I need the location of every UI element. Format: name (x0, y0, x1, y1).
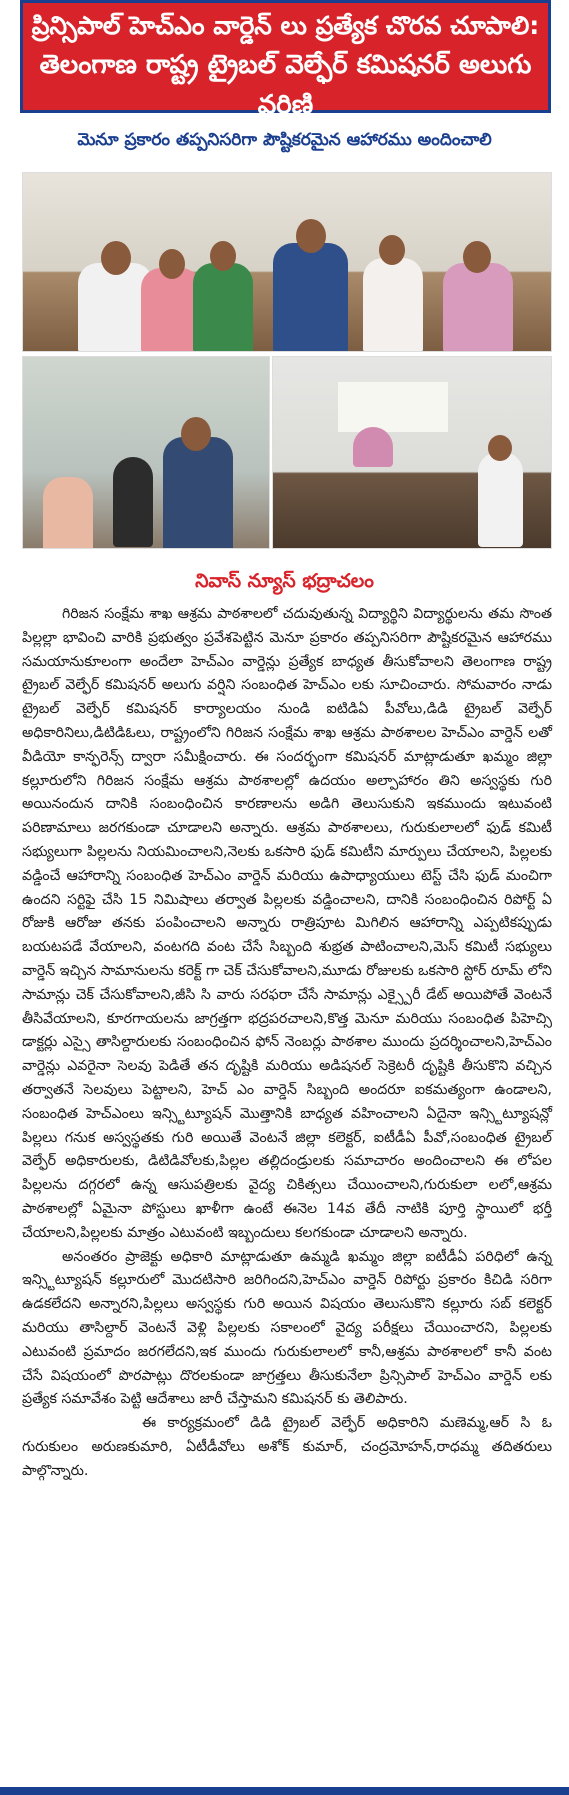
meeting-photo-main (22, 172, 552, 352)
headline-banner (20, 0, 551, 120)
video-conference-photo-left (22, 356, 270, 549)
article-body (22, 603, 552, 1483)
headline-line-1: ప్రిన్సిపాల్ హెచ్ఎం వార్డెన్ లు ప్రత్యేక చొరవ చూపాలి: (31, 11, 540, 40)
video-conference-photo-right (272, 356, 552, 549)
byline: నివాస్ న్యూస్ భద్రాచలం (195, 570, 374, 592)
subheadline: మెనూ ప్రకారం తప్పనిసరిగా పౌష్టికరమైన ఆహారము అందించాలి (77, 130, 492, 150)
paragraph-1: గిరిజన సంక్షేమ శాఖ ఆశ్రమ పాఠశాలలో చదువుతున్న విద్యార్థిని విద్యార్థులను తమ సొంత పిల్లల్లా భావించి వారికి ప్రభుత్వం ప్రవేశపెట్టిన మెనూ ప్రకారం తప్పనిసరిగా పౌష్టికరమైన ఆహారము సమయానుకూలంగా అందేలా హెచ్ఎం వార్డెన్లు ప్రత్యేక బాధ్యత తీసుకోవాలని తెలంగాణ రాష్ట్ర ట్రైబల్ వెల్ఫేర్ కమిషనర్ అలుగు వర్షిని సంబంధిత హెచ్ఎం లకు సూచించారు. సోమవారం నాడు ట్రైబల్ వెల్ఫేర్ కమిషనర్ కార్యాలయం నుండి ఐటిడిఏ పీవోలు,డిడి ట్రైబల్ వెల్ఫేర్ అధికారినిలు,డిటిడిఓలు, రాష్ట్రంలోని గిరిజన సంక్షేమ శాఖ ఆశ్రమ పాఠశాలల హెచ్ఎం వార్డెన్ లతో వీడియో కాన్ఫరెన్స్ ద్వారా సమీక్షించారు. ఈ సందర్భంగా కమిషనర్ మాట్లాడుతూ ఖమ్మం జిల్లా కల్లూరులోని గిరిజన సంక్షేమ ఆశ్రమ పాఠశాలల్లో ఉదయం అల్పాహారం తిని అస్వస్థకు గురి అయినందున దానికి సంబంధించిన కారణాలను అడిగి తెలుసుకుని ఇకముందు ఇటువంటి పరిణామాలు జరగకుండా చూడాలని అన్నారు. ఆశ్రమ పాఠశాలలు, గురుకులాలలో ఫుడ్ కమిటీ సభ్యులుగా పిల్లలను నియమించాలని,నెలకు ఒకసారి ఫుడ్ కమిటీని మార్పులు చేయాలని, పిల్లలకు వడ్డించే ఆహారాన్ని సంబంధిత హెచ్ఎం వార్డెన్ మరియు ఉపాధ్యాయులు టెస్ట్ చేసి ఫుడ్ మంచిగా ఉందని సర్టిఫై చేసి 15 నిమిషాలు తర్వాత పిల్లలకు వడ్డించాలని, దానికి సంబంధించిన రిపోర్ట్ ఏ రోజుకి ఆరోజు తనకు పంపించాలని అన్నారు రాత్రిపూట మిగిలిన ఆహారాన్ని ఎప్పటికప్పుడు బయటపడే వేయాలని, వంటగది వంట చేసే సిబ్బంది శుభ్రత పాటించాలని,మెస్ కమిటీ సభ్యులు వార్డెన్ ఇచ్చిన సామానులను కరెక్ట్ గా చెక్ చేసుకోవాలని,మూడు రోజులకు ఒకసారి స్టోర్ రూమ్ లోని సామాన్లు చెక్ చేసుకోవాలని,జీసి సి వారు సరఫరా చేసే సామాన్లు ఎక్స్పైరీ డేట్ అయిపోతే వెంటనే తీసివేయాలని, కూరగాయలను జాగ్రత్తగా భద్రపరచాలని,కొత్త మెనూ మరియు సంబంధిత పిహెచ్సి డాక్టర్లు ఎస్సై తాసిల్దారులకు సంబంధించిన ఫోన్ నెంబర్లు పాఠశాల ముందు ప్రదర్శించాలని,హెచ్ఎం వార్డెన్లు ఎవరైనా సెలవు పెడితే తన దృష్టికి మరియు అడిషనల్ సెక్రెటరీ దృష్టికి తీసుకొని వచ్చిన తర్వాతనే సెలవులు పెట్టాలని, హెచ్ ఎం వార్డెన్ సిబ్బంది అందరూ ఐకమత్యంగా ఉండాలని, సంబంధిత హెచ్ఎంలు ఇన్స్టిట్యూషన్ మొత్తానికి బాధ్యత వహించాలని ఏదైనా ఇన్స్టిట్యూషన్లో పిల్లలు గనుక అస్వస్థతకు గురి అయితే వెంటనే జిల్లా కలెక్టర్, ఐటీడీఏ పీవో,సంబంధిత ట్రైబల్ వెల్ఫేర్ అధికారులకు, డిటిడివోలకు,పిల్లల తల్లిదండ్రులకు సమాచారం అందించాలని ఈ లోపల పిల్లలను దగ్గరలో ఉన్న ఆసుపత్రిలకు వైద్య చికిత్సలు చేయించాలని,గురుకులా లలో,ఆశ్రమ పాఠశాలల్లో ఏమైనా పోస్టులు ఖాళీగా ఉంటే ఈనెల 14వ తేదీ నాటికి పూర్తి స్థాయిలో భర్తీ చేయాలని,పిల్లలకు మాత్రం ఎటువంటి ఇబ్బందులు కలగకుండా చూడాలని అన్నారు. (22, 606, 552, 1241)
paragraph-2: అనంతరం ప్రాజెక్టు అధికారి మాట్లాడుతూ ఉమ్మడి ఖమ్మం జిల్లా ఐటీడీఏ పరిధిలో ఉన్న ఇన్స్టిట్యూషన్ కల్లూరులో మొదటిసారి జరిగిందని,హెచ్ఎం వార్డెన్ రిపోర్టు ప్రకారం కిచిడి సరిగా ఉడకలేదని అన్నారని,పిల్లలు అస్వస్థకు గురి అయిన విషయం తెలుసుకొని కల్లూరు సబ్ కలెక్టర్ మరియు తాసిల్దార్ వెంటనే వెళ్లి పిల్లలకు సకాలంలో వైద్య పరీక్షలు చేయించారని, పిల్లలకు ఎటువంటి ప్రమాదం జరగలేదని,ఇక ముందు గురుకులాలలో కానీ,ఆశ్రమ పాఠశాలలో కానీ వంట చేసే విషయంలో పొరపాట్లు దొరలకుండా జాగ్రత్తలు తీసుకునేలా ప్రిన్సిపాల్ హెచ్ఎం వార్డెన్ లకు ప్రత్యేక సమావేశం పెట్టి ఆదేశాలు జారీ చేస్తామని కమిషనర్ కు తెలిపారు. (22, 1248, 552, 1408)
bottom-divider (0, 1787, 569, 1795)
headline-line-2: తెలంగాణ రాష్ట్ర ట్రైబల్ వెల్ఫేర్ కమిషనర్ అలుగు వర్షిణి (39, 50, 532, 120)
paragraph-3: ఈ కార్యక్రమంలో డిడి ట్రైబల్ వెల్ఫేర్ అధికారిని మణెమ్మ,ఆర్ సి ఓ గురుకులం అరుణకుమారి, ఏటీడీవోలు అశోక్ కుమార్, చంద్రమోహన్,రాధమ్మ తదితరులు పాల్గొన్నారు. (22, 1415, 552, 1479)
